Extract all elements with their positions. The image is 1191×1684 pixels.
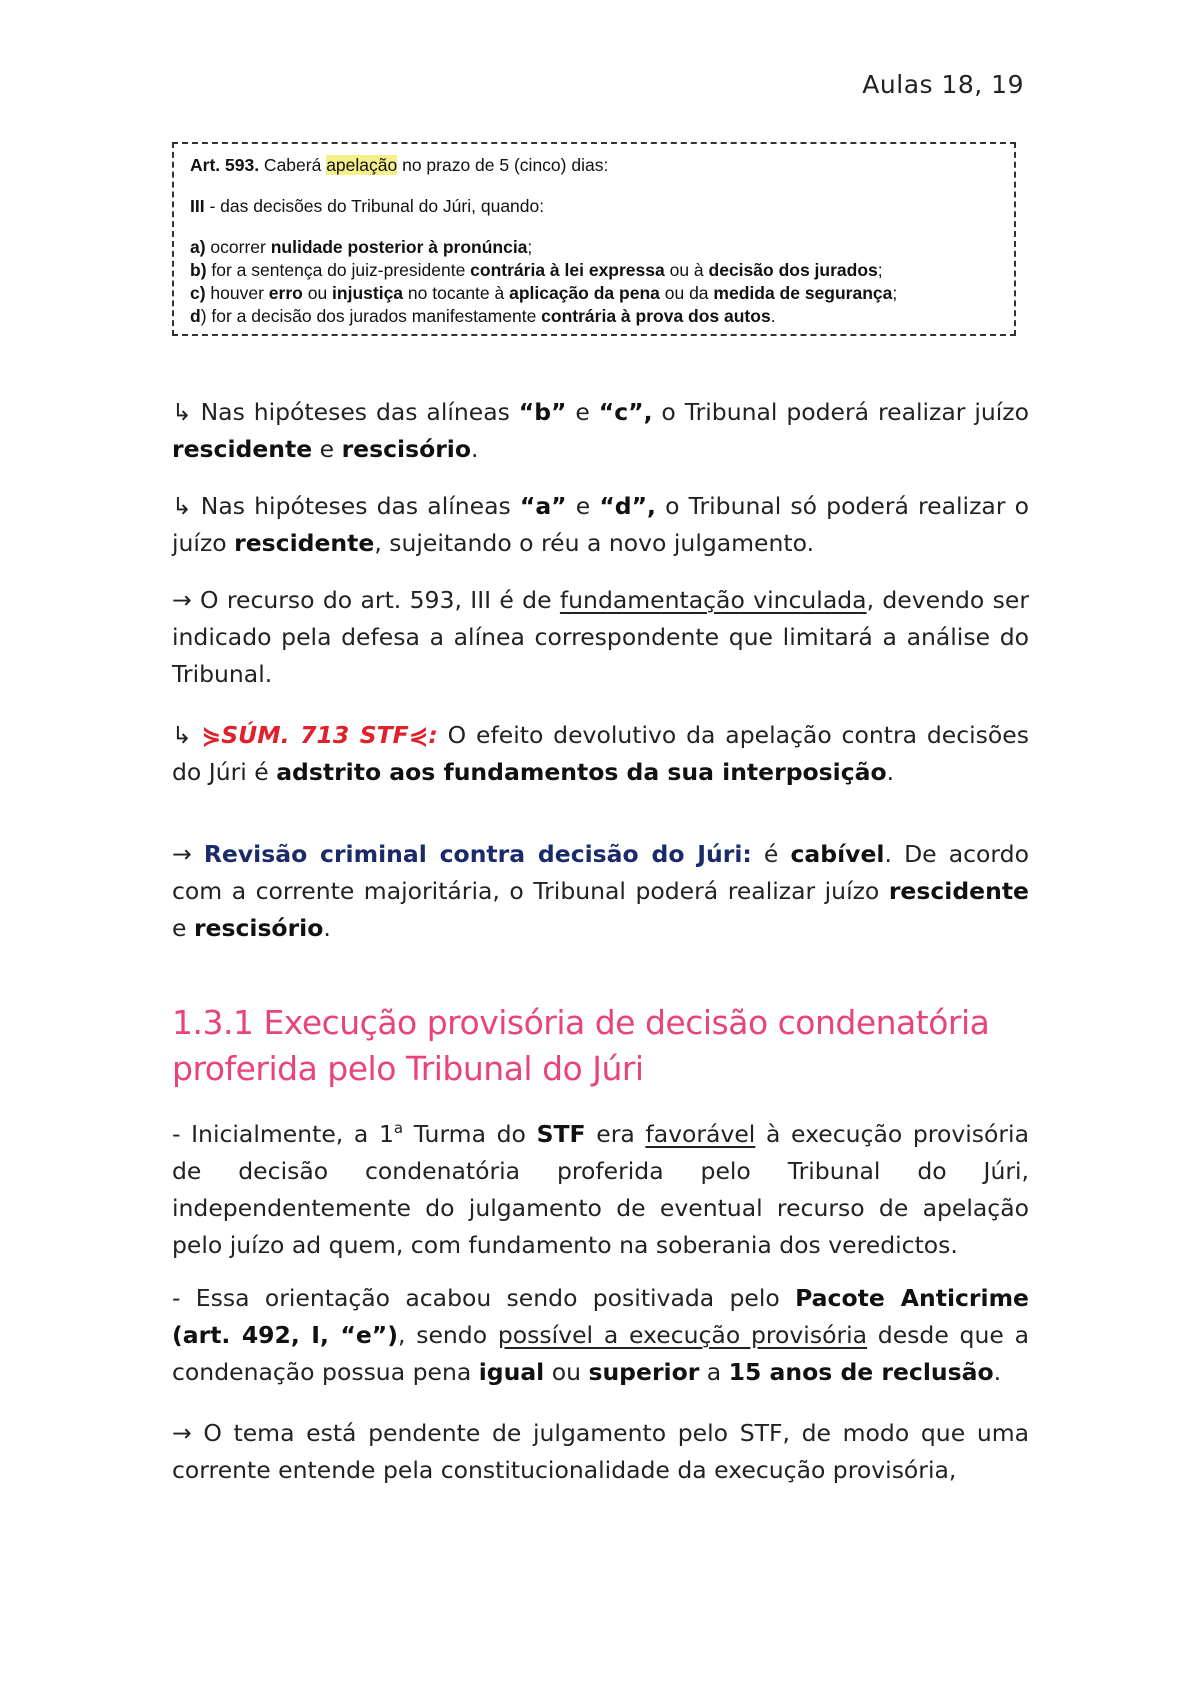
section-heading: 1.3.1 Execução provisória de decisão condenatória proferida pelo Tribunal do Júri — [172, 1003, 990, 1088]
note-paragraph-revisao: → Revisão criminal contra decisão do Júri: é cabível. De acordo com a corrente majoritária, o Tribunal poderá realizar juízo rescidente e rescisório. — [172, 840, 1029, 942]
highlighted-term: apelação — [326, 155, 398, 175]
article-line-a: a) ocorrer nulidade posterior à pronúncia; — [190, 237, 533, 257]
page-header: Aulas 18, 19 — [862, 70, 1024, 99]
article-line-d: d) for a decisão dos jurados manifestamente contrária à prova dos autos. — [190, 306, 776, 326]
article-line-c: c) houver erro ou injustiça no tocante à aplicação da pena ou da medida de segurança; — [190, 283, 898, 303]
section-paragraph-2: - Essa orientação acabou sendo positivada pelo Pacote Anticrime (art. 492, I, “e”), sendo possível a execução provisória desde que a condenação possua pena igual ou superior a 15 anos de reclusão. — [172, 1284, 1029, 1386]
section-paragraph-3: → O tema está pendente de julgamento pelo STF, de modo que uma corrente entende pela constitucionalidade da execução provisória, — [172, 1419, 1029, 1484]
sumula-label: ⋟SÚM. 713 STF⋞: — [201, 721, 438, 749]
note-paragraph-sumula: ↳ ⋟SÚM. 713 STF⋞: O efeito devolutivo da apelação contra decisões do Júri é adstrito aos fundamentos da sua interposição. — [172, 721, 1029, 786]
law-article-box — [172, 142, 1016, 336]
article-item-iii: III - das decisões do Tribunal do Júri, quando: — [190, 196, 545, 216]
note-paragraph-b-c: ↳ Nas hipóteses das alíneas “b” e “c”, o Tribunal poderá realizar juízo rescidente e rescisório. — [172, 398, 1029, 463]
note-paragraph-vinculada: → O recurso do art. 593, III é de fundamentação vinculada, devendo ser indicado pela defesa a alínea correspondente que limitará a análise do Tribunal. — [172, 586, 1029, 688]
article-line-b: b) for a sentença do juiz-presidente contrária à lei expressa ou à decisão dos jurados; — [190, 260, 883, 280]
section-paragraph-1: - Inicialmente, a 1$^a$ Turma do STF era favorável à execução provisória de decisão condenatória proferida pelo Tribunal do Júri, independentemente do julgamento de eventual recurso de apelação pelo juízo ad quem, com fundamento na soberania dos veredictos. — [172, 1119, 1029, 1259]
note-paragraph-a-d: ↳ Nas hipóteses das alíneas “a” e “d”, o Tribunal só poderá realizar o juízo rescidente, sujeitando o réu a novo julgamento. — [172, 492, 1029, 557]
revisao-label: Revisão criminal contra decisão do Júri: — [203, 840, 752, 868]
article-intro: Art. 593. Caberá apelação no prazo de 5 (cinco) dias: — [190, 155, 609, 175]
